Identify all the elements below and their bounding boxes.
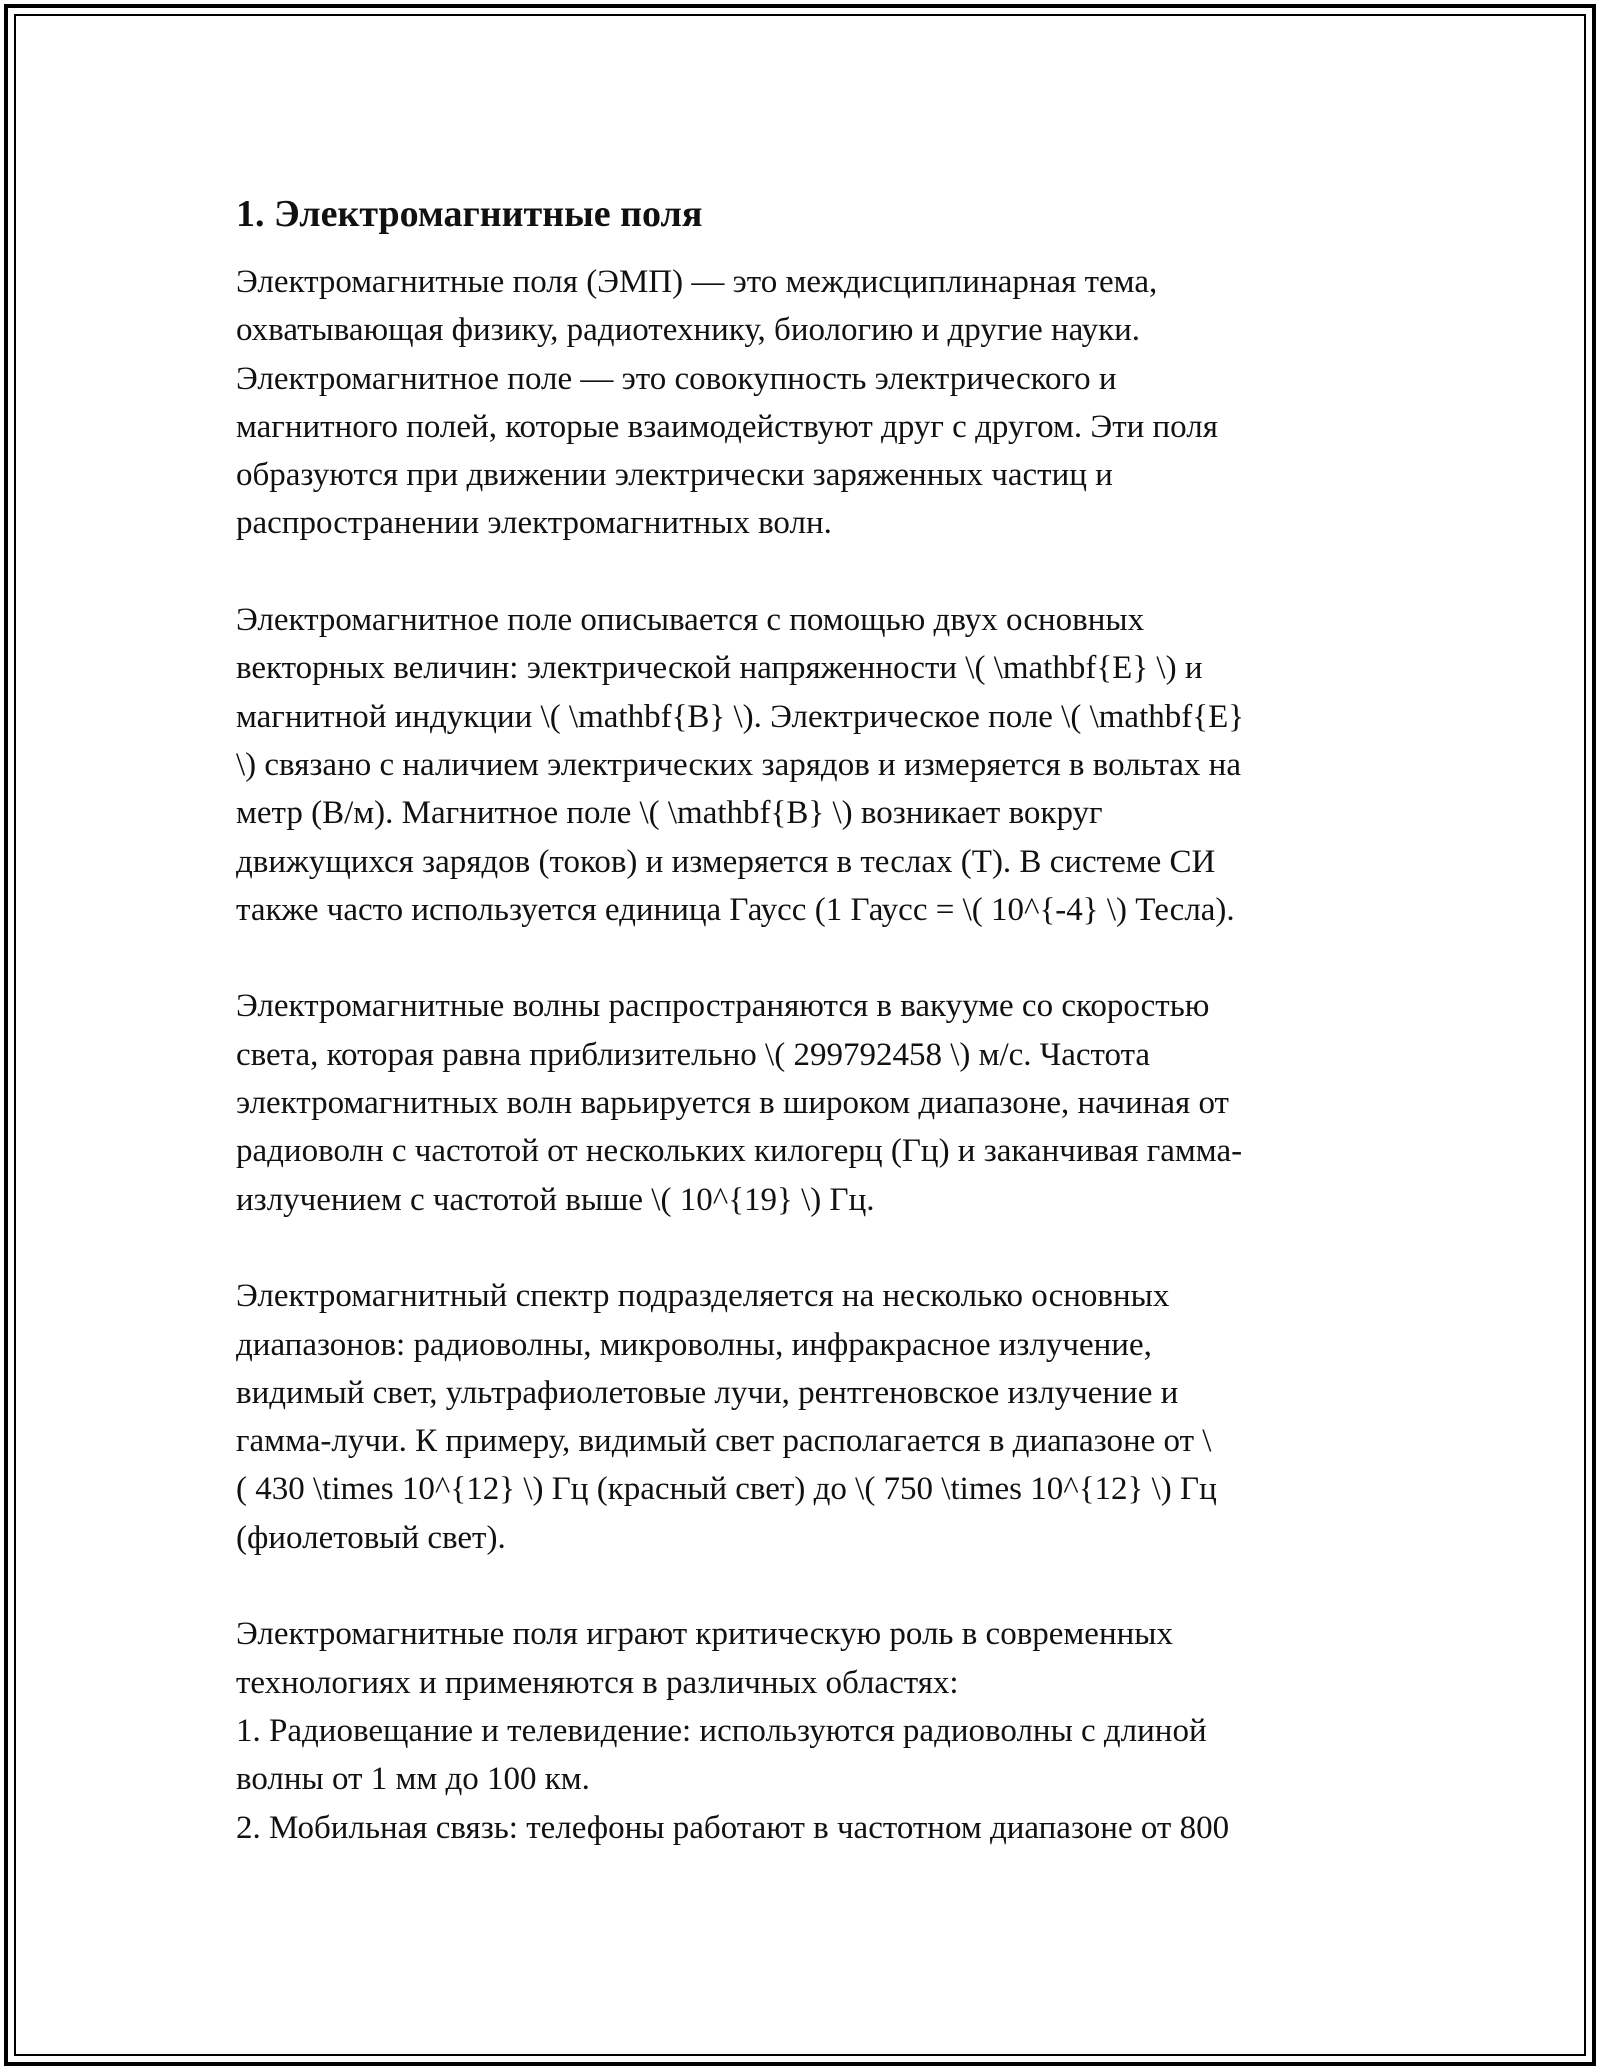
- paragraph-spacer: [236, 1224, 1366, 1272]
- list-item: 1. Радиовещание и телевидение: используются радиоволны с длиной: [236, 1712, 1207, 1749]
- list-item-continuation: волны от 1 мм до 100 км.: [236, 1761, 590, 1798]
- text-line: диапазонов: радиоволны, микроволны, инфракрасное излучение,: [236, 1326, 1152, 1363]
- text-line: света, которая равна приблизительно \( 299792458 \) м/с. Частота: [236, 1036, 1151, 1073]
- text-line: магнитной индукции \( \mathbf{B} \). Электрическое поле \( \mathbf{E}: [236, 698, 1245, 735]
- text-line: (фиолетовый свет).: [236, 1519, 506, 1556]
- paragraph-spacer: [236, 1562, 1366, 1610]
- section-heading: 1. Электромагнитные поля: [236, 193, 703, 235]
- text-line: видимый свет, ультрафиолетовые лучи, рентгеновское излучение и: [236, 1374, 1179, 1411]
- text-line: также часто используется единица Гаусс (1 Гаусс = \( 10^{-4} \) Тесла).: [236, 891, 1235, 928]
- text-line: Электромагнитный спектр подразделяется на несколько основных: [236, 1278, 1170, 1315]
- text-line: движущихся зарядов (токов) и измеряется в теслах (Т). В системе СИ: [236, 843, 1216, 880]
- text-line: электромагнитных волн варьируется в широком диапазоне, начиная от: [236, 1085, 1229, 1122]
- paragraph-spacer: [236, 548, 1366, 596]
- text-line: охватывающая физику, радиотехнику, биологию и другие науки.: [236, 312, 1141, 349]
- text-line: технологиях и применяются в различных областях:: [236, 1664, 959, 1701]
- text-line: ( 430 \times 10^{12} \) Гц (красный свет) до \( 750 \times 10^{12} \) Гц: [236, 1471, 1217, 1508]
- text-line: излучением с частотой выше \( 10^{19} \) Гц.: [236, 1181, 875, 1218]
- text-line: Электромагнитные поля играют критическую роль в современных: [236, 1616, 1173, 1653]
- text-line: Электромагнитные поля (ЭМП) — это междисциплинарная тема,: [236, 264, 1158, 300]
- text-line: образуются при движении электрически заряженных частиц и: [236, 457, 1113, 494]
- text-line: векторных величин: электрической напряженности \( \mathbf{E} \) и: [236, 650, 1203, 687]
- text-line: \) связано с наличием электрических зарядов и измеряется в вольтах на: [236, 746, 1241, 783]
- text-line: Электромагнитное поле описывается с помощью двух основных: [236, 602, 1145, 639]
- paragraph-em-waves: [236, 982, 1366, 1223]
- text-line: Электромагнитное поле — это совокупность электрического и: [236, 360, 1117, 397]
- text-line: метр (В/м). Магнитное поле \( \mathbf{B} \) возникает вокруг: [236, 795, 1103, 832]
- paragraph-em-spectrum: [236, 1272, 1366, 1562]
- list-item: 2. Мобильная связь: телефоны работают в частотном диапазоне от 800: [236, 1809, 1230, 1846]
- text-line: радиоволн с частотой от нескольких килогерц (Гц) и заканчивая гамма-: [236, 1133, 1243, 1170]
- text-line: гамма-лучи. К примеру, видимый свет располагается в диапазоне от \: [236, 1423, 1212, 1460]
- text-line: магнитного полей, которые взаимодействуют друг с другом. Эти поля: [236, 408, 1218, 445]
- text-line: Электромагнитные волны распространяются в вакууме со скоростью: [236, 988, 1210, 1025]
- paragraph-emf-intro: [236, 258, 1366, 548]
- paragraph-applications: [236, 1610, 1366, 1851]
- text-line: распространении электромагнитных волн.: [236, 505, 832, 542]
- paragraph-field-vectors: [236, 596, 1366, 934]
- paragraph-spacer: [236, 934, 1366, 982]
- document-body: [236, 188, 1366, 1852]
